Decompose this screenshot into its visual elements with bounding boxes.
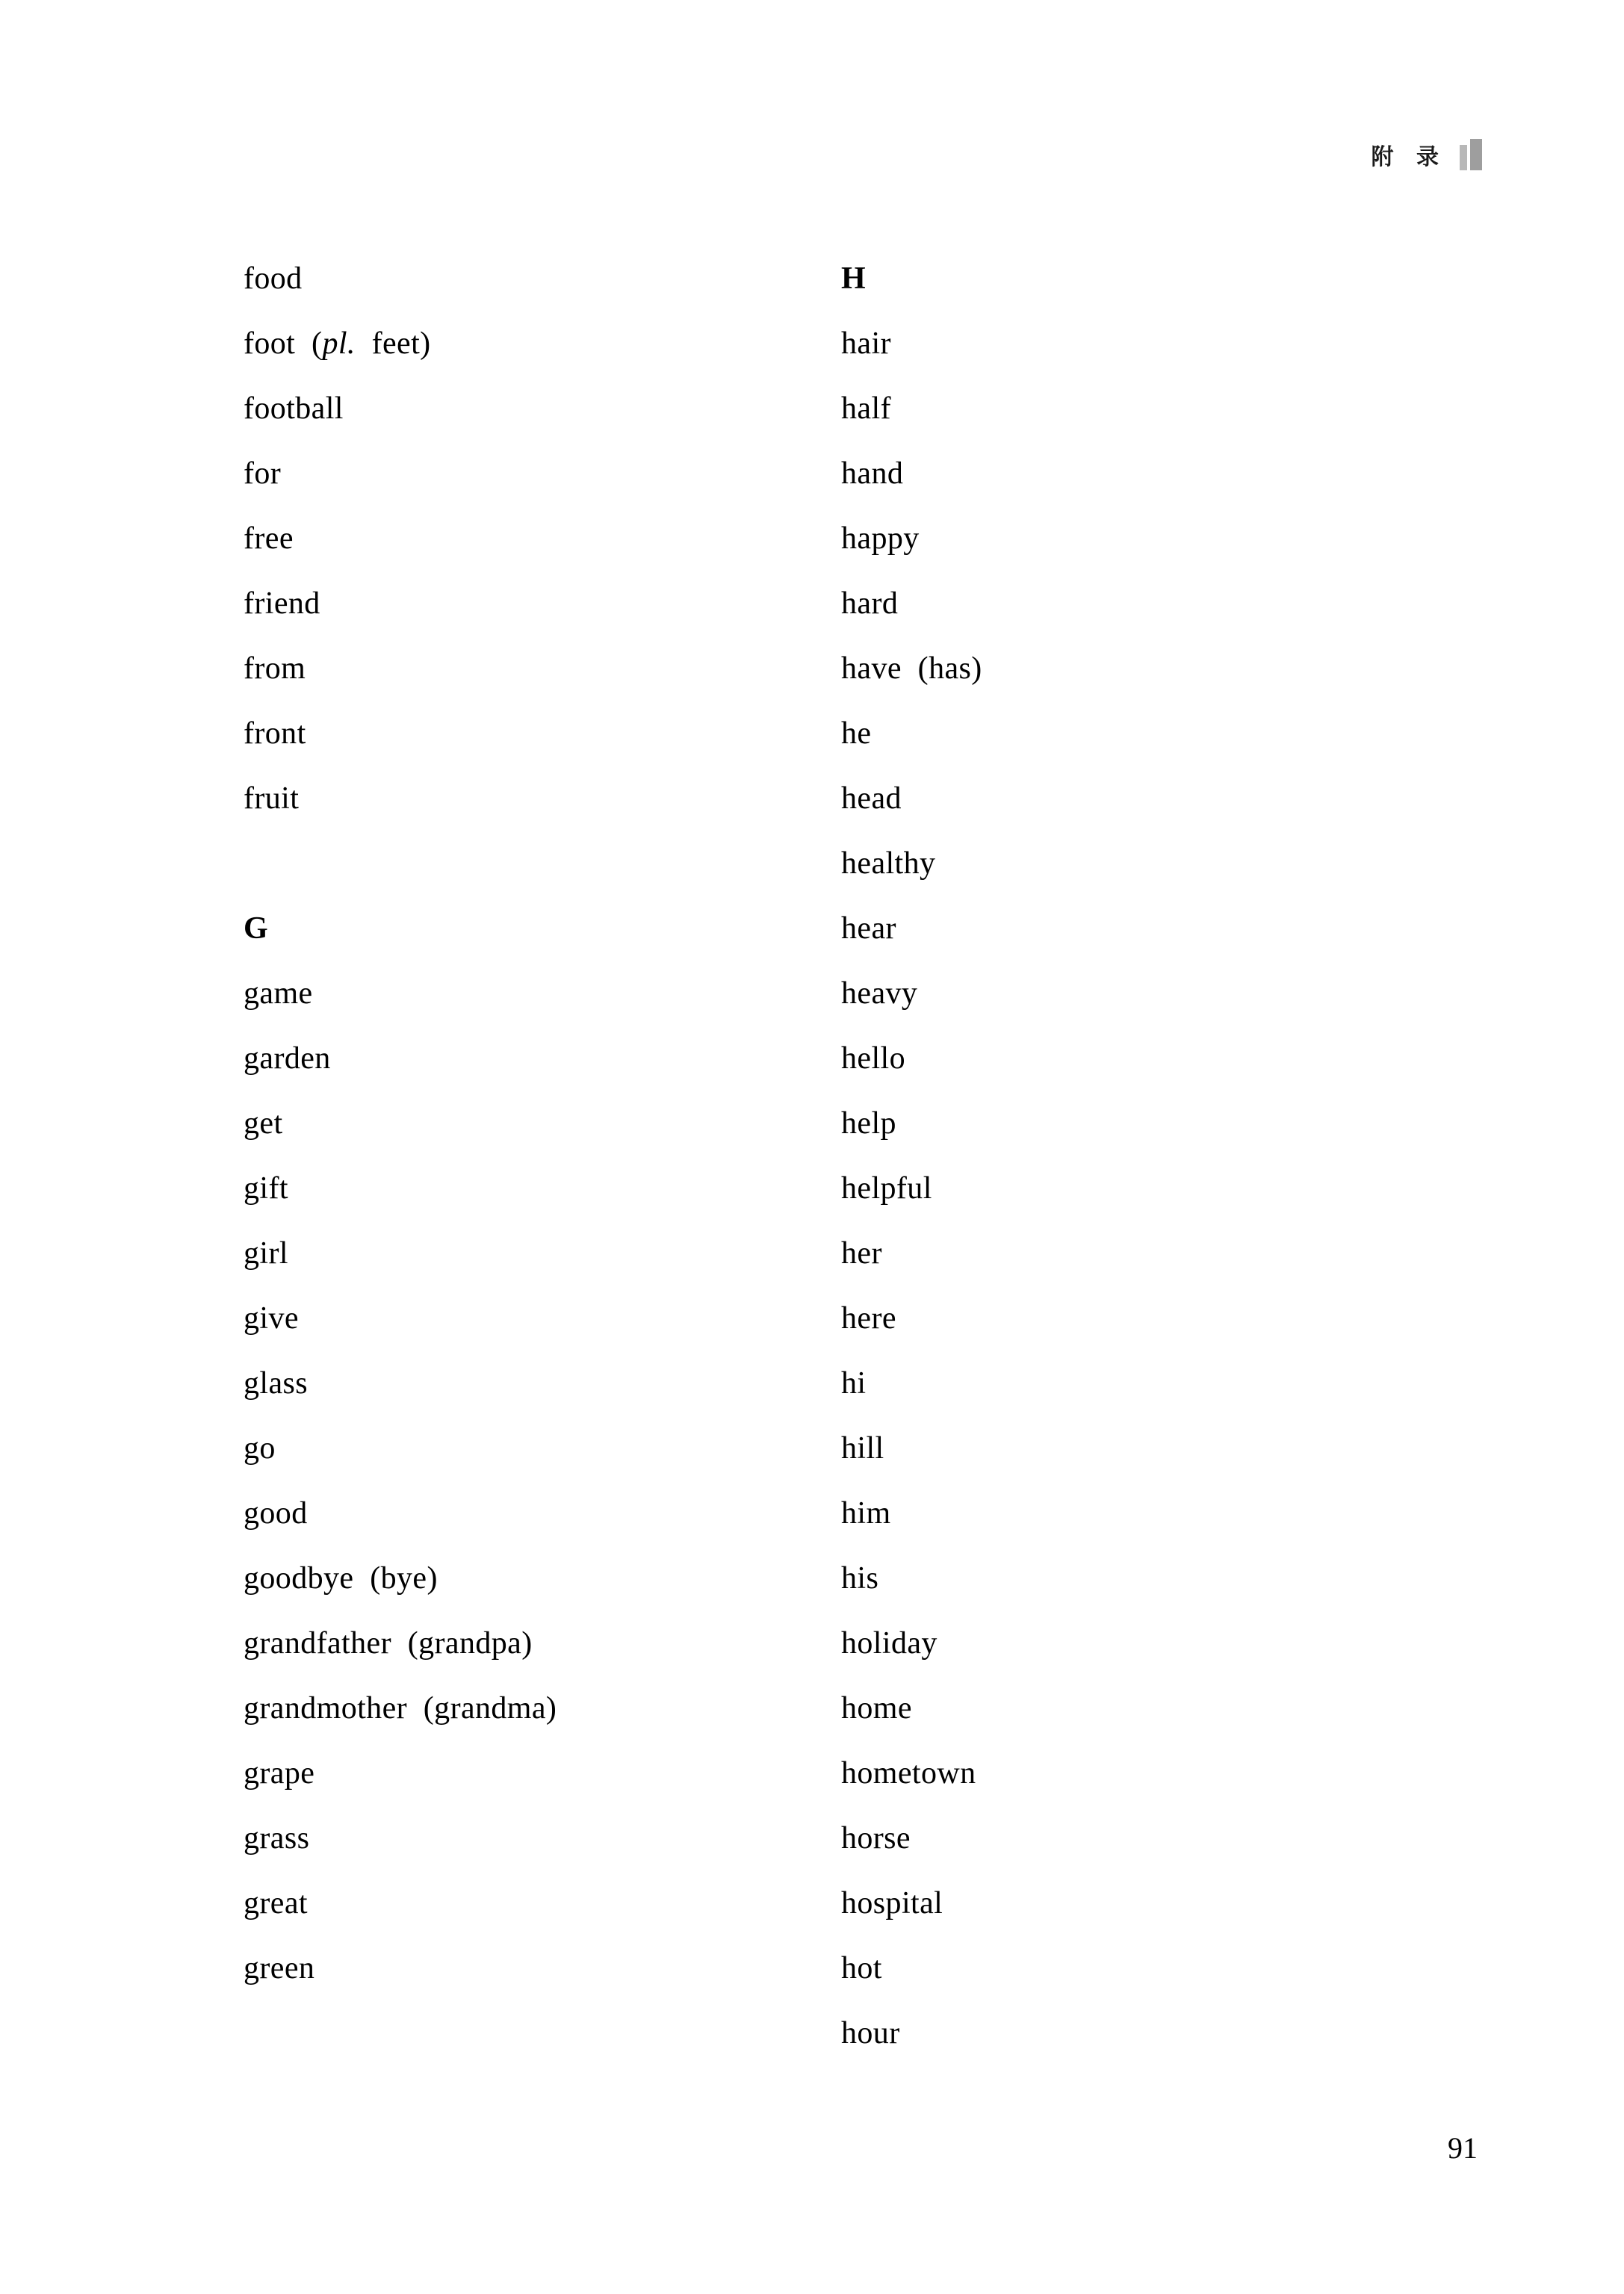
page-header [1372, 138, 1482, 171]
word-entry: head [841, 781, 902, 816]
word-entry: glass [244, 1366, 308, 1401]
word-entry: grandmother (grandma) [244, 1691, 557, 1726]
word-entry: free [244, 521, 294, 556]
section-heading: H [841, 261, 867, 296]
word-entry: happy [841, 521, 920, 556]
page-number: 91 [1448, 2131, 1478, 2165]
word-entry: great [244, 1886, 308, 1921]
word-entry: hometown [841, 1756, 976, 1791]
word-entry: he [841, 716, 872, 751]
word-entry: green [244, 1951, 315, 1985]
word-entry: food [244, 261, 303, 296]
word-entry: hello [841, 1041, 905, 1076]
word-entry: go [244, 1431, 276, 1466]
word-entry: hear [841, 911, 896, 946]
right-column [841, 247, 1439, 2066]
word-entry: hair [841, 326, 891, 361]
word-entry: grass [244, 1821, 310, 1856]
word-entry: goodbye (bye) [244, 1561, 438, 1596]
word-entry: give [244, 1301, 299, 1336]
word-entry: good [244, 1496, 308, 1531]
word-entry: horse [841, 1821, 911, 1856]
word-entry: friend [244, 586, 320, 621]
word-entry: fruit [244, 781, 300, 816]
word-entry: grandfather (grandpa) [244, 1626, 533, 1661]
word-entry: garden [244, 1041, 331, 1076]
word-entry: hill [841, 1431, 884, 1466]
word-entry: her [841, 1236, 882, 1271]
list-spacer [244, 831, 841, 896]
word-entry: football [244, 391, 344, 426]
header-label: 附 录 [1371, 144, 1446, 170]
word-list-columns [244, 247, 1439, 2066]
word-entry: hi [841, 1366, 867, 1401]
word-entry: from [244, 651, 306, 686]
word-entry: gift [244, 1171, 288, 1206]
header-decoration-icon [1460, 139, 1482, 170]
section-heading: G [244, 911, 269, 946]
word-entry: girl [244, 1236, 288, 1271]
word-entry: his [841, 1561, 879, 1596]
word-entry: for [244, 456, 282, 491]
word-entry: hard [841, 586, 899, 621]
word-entry: foot (pl. feet) [244, 326, 431, 361]
word-entry: heavy [841, 976, 918, 1011]
word-entry: hand [841, 456, 904, 491]
word-entry: hot [841, 1951, 882, 1985]
left-column [244, 247, 841, 2066]
word-entry: get [244, 1106, 283, 1141]
word-entry: half [841, 391, 891, 426]
word-entry: him [841, 1496, 891, 1531]
word-entry: here [841, 1301, 896, 1336]
word-entry: holiday [841, 1626, 937, 1661]
italic-abbreviation: pl. [322, 326, 356, 361]
word-entry: hospital [841, 1886, 943, 1921]
word-entry: home [841, 1691, 912, 1726]
word-entry: grape [244, 1756, 315, 1791]
word-entry: healthy [841, 846, 936, 881]
word-entry: hour [841, 2016, 900, 2050]
word-entry: game [244, 976, 313, 1011]
word-entry: have (has) [841, 651, 982, 686]
word-entry: front [244, 716, 306, 751]
word-entry: help [841, 1106, 896, 1141]
word-entry: helpful [841, 1171, 932, 1206]
